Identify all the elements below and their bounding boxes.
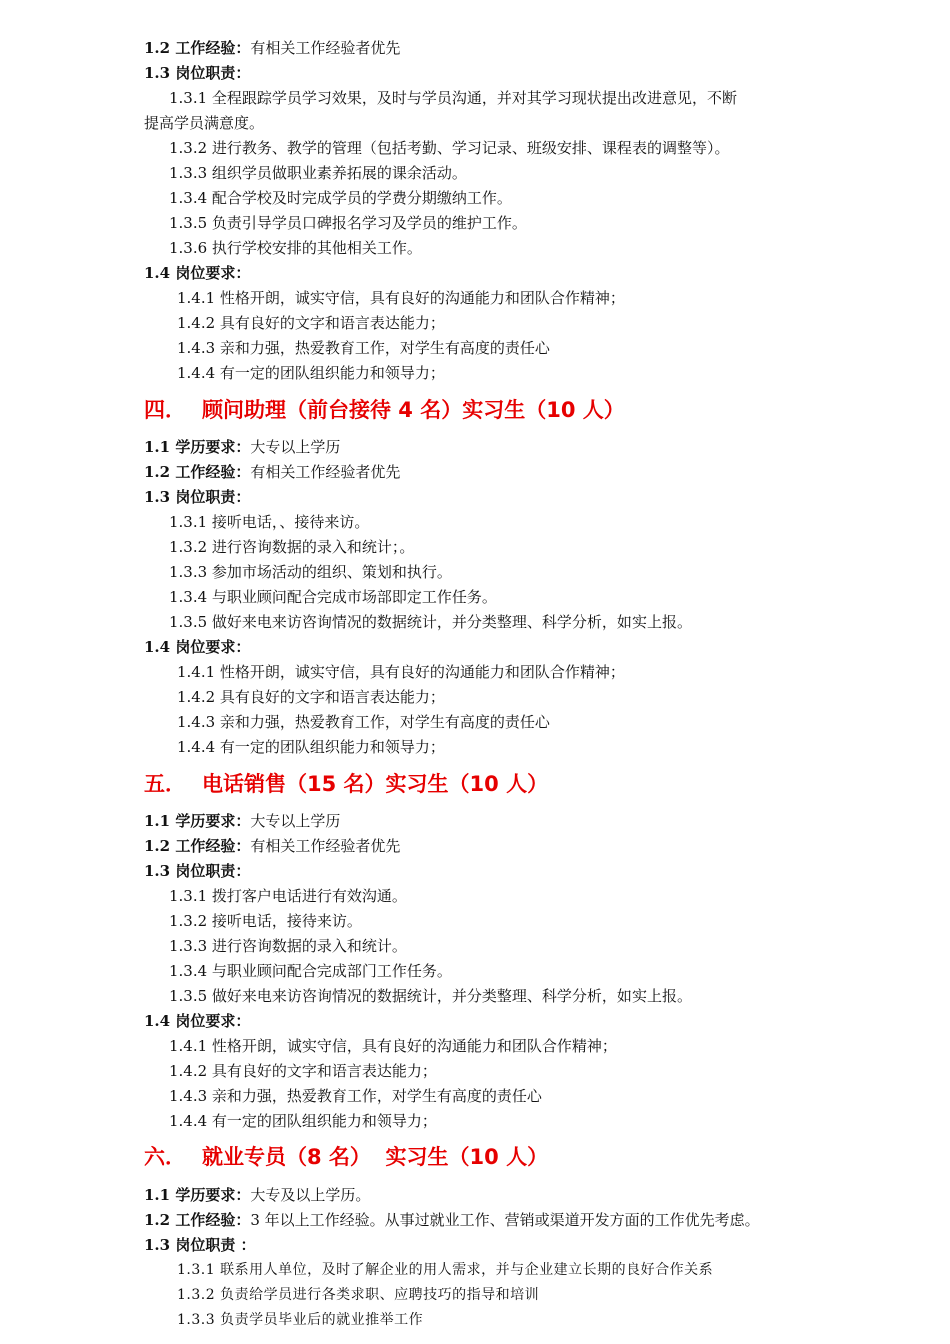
- sec3-req-4: 1.4.4 有一定的团队组织能力和领导力；: [177, 364, 445, 382]
- sec5-duty-2: 1.3.2 接听电话，接待来访。: [169, 912, 362, 930]
- sec3-duty-6: 1.3.6 执行学校安排的其他相关工作。: [169, 239, 422, 257]
- heading-title: 顾问助理（前台接待 4 名）实习生（10 人）: [202, 398, 625, 422]
- sec4-duty-2: 1.3.2 进行咨询数据的录入和统计；。: [169, 538, 415, 556]
- sec3-req-label: 1.4 岗位要求：: [144, 264, 251, 282]
- field-label: 1.2 工作经验：: [144, 1211, 251, 1229]
- sec5-req-3: 1.4.3 亲和力强，热爱教育工作，对学生有高度的责任心: [169, 1087, 542, 1105]
- field-value: 大专以上学历: [250, 812, 341, 830]
- sec6-experience: [144, 1210, 760, 1230]
- field-label: 1.2 工作经验：: [144, 463, 251, 481]
- sec4-education: [144, 437, 340, 457]
- sec3-experience: [144, 38, 400, 58]
- sec3-req-1: 1.4.1 性格开朗，诚实守信，具有良好的沟通能力和团队合作精神；: [177, 289, 625, 307]
- heading-number: 四．: [144, 398, 186, 422]
- field-label: 1.1 学历要求：: [144, 1186, 251, 1204]
- sec3-req-3: 1.4.3 亲和力强，热爱教育工作，对学生有高度的责任心: [177, 339, 550, 357]
- field-label: 1.2 工作经验：: [144, 837, 251, 855]
- sec4-duty-5: 1.3.5 做好来电来访咨询情况的数据统计，并分类整理、科学分析，如实上报。: [169, 613, 692, 631]
- sec5-req-4: 1.4.4 有一定的团队组织能力和领导力；: [169, 1112, 437, 1130]
- sec3-duty-5: 1.3.5 负责引导学员口碑报名学习及学员的维护工作。: [169, 214, 527, 232]
- sec5-req-1: 1.4.1 性格开朗，诚实守信，具有良好的沟通能力和团队合作精神；: [169, 1037, 617, 1055]
- field-value: 有相关工作经验者优先: [250, 463, 401, 481]
- sec5-req-label: 1.4 岗位要求：: [144, 1012, 251, 1030]
- heading-number: 五．: [144, 772, 186, 796]
- field-value: 大专及以上学历。: [250, 1186, 371, 1204]
- field-value: 3 年以上工作经验。从事过就业工作、营销或渠道开发方面的工作优先考虑。: [250, 1211, 760, 1229]
- sec5-duty-3: 1.3.3 进行咨询数据的录入和统计。: [169, 937, 407, 955]
- field-value: 有相关工作经验者优先: [250, 39, 401, 57]
- sec5-education: [144, 811, 340, 831]
- sec6-duty-1: 1.3.1 联系用人单位，及时了解企业的用人需求，并与企业建立长期的良好合作关系: [177, 1262, 714, 1278]
- sec4-duty-4: 1.3.4 与职业顾问配合完成市场部即定工作任务。: [169, 588, 497, 606]
- field-value: 有相关工作经验者优先: [250, 837, 401, 855]
- field-label: 1.1 学历要求：: [144, 812, 251, 830]
- sec3-duty-1: 1.3.1 全程跟踪学员学习效果，及时与学员沟通，并对其学习现状提出改进意见，不断: [169, 89, 737, 107]
- sec3-duty-3: 1.3.3 组织学员做职业素养拓展的课余活动。: [169, 164, 467, 182]
- sec5-req-2: 1.4.2 具有良好的文字和语言表达能力；: [169, 1062, 437, 1080]
- sec6-heading: [144, 1143, 548, 1171]
- sec4-duty-label: 1.3 岗位职责：: [144, 488, 251, 506]
- sec6-duty-label: 1.3 岗位职责 ：: [144, 1236, 256, 1254]
- sec5-heading: [144, 770, 548, 798]
- sec4-heading: [144, 396, 625, 424]
- sec4-req-4: 1.4.4 有一定的团队组织能力和领导力；: [177, 738, 445, 756]
- sec3-req-2: 1.4.2 具有良好的文字和语言表达能力；: [177, 314, 445, 332]
- sec3-duty-label: 1.3 岗位职责：: [144, 64, 251, 82]
- field-value: 大专以上学历: [250, 438, 341, 456]
- sec4-duty-1: 1.3.1 接听电话，、接待来访。: [169, 513, 370, 531]
- sec5-duty-4: 1.3.4 与职业顾问配合完成部门工作任务。: [169, 962, 452, 980]
- sec4-experience: [144, 462, 400, 482]
- sec5-experience: [144, 836, 400, 856]
- sec4-req-3: 1.4.3 亲和力强，热爱教育工作，对学生有高度的责任心: [177, 713, 550, 731]
- sec4-req-2: 1.4.2 具有良好的文字和语言表达能力；: [177, 688, 445, 706]
- field-label: 1.2 工作经验：: [144, 39, 251, 57]
- sec4-duty-3: 1.3.3 参加市场活动的组织、策划和执行。: [169, 563, 452, 581]
- sec6-education: [144, 1185, 370, 1205]
- heading-title: 就业专员（8 名） 实习生（10 人）: [202, 1145, 549, 1169]
- sec3-duty-2: 1.3.2 进行教务、教学的管理（包括考勤、学习记录、班级安排、课程表的调整等）。: [169, 139, 730, 157]
- field-label: 1.1 学历要求：: [144, 438, 251, 456]
- sec4-req-1: 1.4.1 性格开朗，诚实守信，具有良好的沟通能力和团队合作精神；: [177, 663, 625, 681]
- sec3-duty-4: 1.3.4 配合学校及时完成学员的学费分期缴纳工作。: [169, 189, 512, 207]
- sec3-duty-1-cont: 提高学员满意度。: [144, 114, 265, 132]
- heading-number: 六．: [144, 1145, 186, 1169]
- heading-title: 电话销售（15 名）实习生（10 人）: [202, 772, 549, 796]
- sec6-duty-3: 1.3.3 负责学员毕业后的就业推举工作: [177, 1312, 424, 1328]
- sec5-duty-5: 1.3.5 做好来电来访咨询情况的数据统计，并分类整理、科学分析，如实上报。: [169, 987, 692, 1005]
- sec5-duty-1: 1.3.1 拨打客户电话进行有效沟通。: [169, 887, 407, 905]
- sec5-duty-label: 1.3 岗位职责：: [144, 862, 251, 880]
- sec4-req-label: 1.4 岗位要求：: [144, 638, 251, 656]
- sec6-duty-2: 1.3.2 负责给学员进行各类求职、应聘技巧的指导和培训: [177, 1287, 540, 1303]
